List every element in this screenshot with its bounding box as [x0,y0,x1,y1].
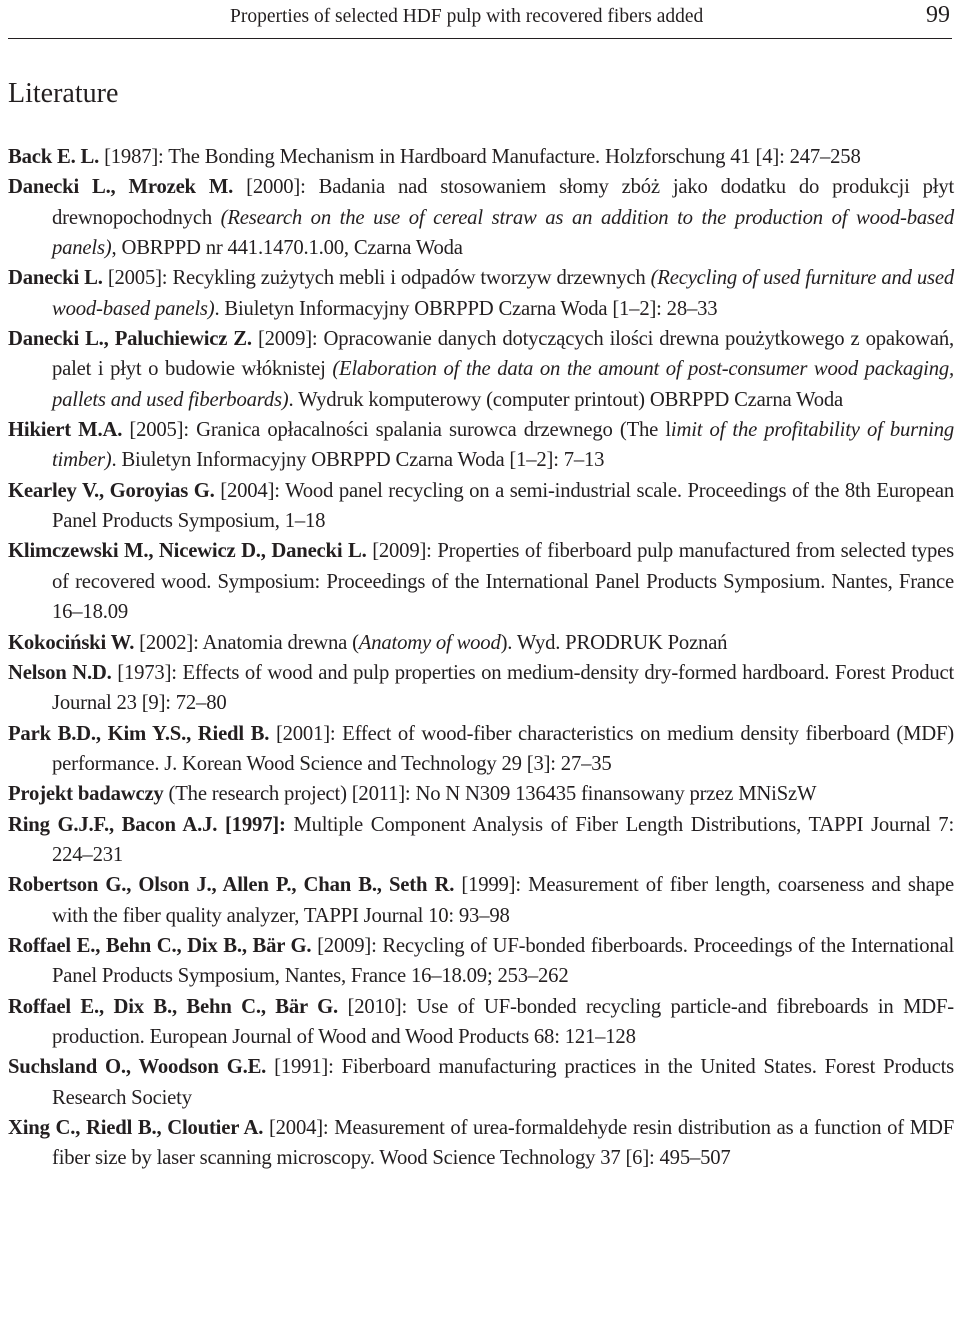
reference-text: (The research project) [2011]: No N N309 136435 finansowany przez MNiSzW [163,783,817,806]
reference-entry [8,658,954,719]
reference-text: ). Wyd. PRODRUK Poznań [500,631,728,654]
page-header [8,0,952,39]
reference-translated-title: (Recycling of used furniture and used wood-based panels) [52,267,954,320]
reference-authors: Nelson N.D. [8,661,112,684]
reference-authors: Kokociński W. [8,631,135,654]
reference-text: [2010]: Use of UF-bonded recycling particle-and fibreboards in MDF-production. European Journal of Wood and Wood Products 68: 121–128 [52,995,954,1048]
reference-entry [8,992,954,1053]
reference-entry [8,810,954,871]
page-number: 99 [926,2,950,28]
reference-translated-title: (Elaboration of the data on the amount of post-consumer wood packaging, pallets and used fiberboards) [52,358,954,411]
reference-authors: Robertson G., Olson J., Allen P., Chan B., Seth R. [8,874,455,897]
reference-text: [2009]: Opracowanie danych dotyczących ilości drewna poużytkowego z opakowań, palet i płyt o budowie włóknistej [52,328,954,381]
reference-text: . Biuletyn Informacyjny OBRPPD Czarna Woda [1–2]: 7–13 [111,449,605,472]
reference-text: [2002]: Anatomia drewna ( [134,631,359,654]
reference-authors: Danecki L., Mrozek M. [8,176,234,199]
reference-entry [8,476,954,537]
reference-text: [2001]: Effect of wood-fiber characteristics on medium density fiberboard (MDF) performance. J. Korean Wood Science and Technology 29 [3]: 27–35 [52,722,954,775]
reference-text: [1987]: The Bonding Mechanism in Hardboard Manufacture. Holzforschung 41 [4]: 247–258 [99,146,861,168]
reference-text: . Wydruk komputerowy (computer printout) OBRPPD Czarna Woda [288,388,843,411]
reference-entry [8,1113,954,1174]
reference-entry [8,415,954,476]
reference-text: [1973]: Effects of wood and pulp properties on medium-density dry-formed hardboard. Forest Product Journal 23 [9]: 72–80 [52,661,955,715]
reference-text: , OBRPPD nr 441.1470.1.00, Czarna Woda [111,237,463,260]
reference-authors: Ring G.J.F., Bacon A.J. [1997]: [8,813,286,836]
reference-authors: Klimczewski M., Nicewicz D., Danecki L. [8,540,367,563]
section-title: Literature [8,78,119,109]
reference-list [8,142,954,1174]
reference-authors: Kearley V., Goroyias G. [8,479,215,502]
reference-authors: Roffael E., Behn C., Dix B., Bär G. [8,934,312,957]
reference-authors: Park B.D., Kim Y.S., Riedl B. [8,722,270,745]
reference-entry [8,142,954,172]
reference-entry [8,870,954,931]
reference-authors: Suchsland O., Woodson G.E. [8,1056,267,1079]
reference-text: [2000]: Badania nad stosowaniem słomy zbóż jako dodatku do produkcji płyt drewnopochodnych [52,176,955,229]
reference-authors: Xing C., Riedl B., Cloutier A. [8,1117,264,1139]
reference-entry [8,324,954,415]
reference-text: [2009]: Recycling of UF-bonded fiberboards. Proceedings of the International Panel Products Symposium, Nantes, France 16–18.09; 253–262 [52,934,955,988]
reference-text: [2004]: Wood panel recycling on a semi-industrial scale. Proceedings of the 8th European Panel Products Symposium, 1–18 [52,479,954,533]
reference-entry [8,263,954,324]
reference-authors: Roffael E., Dix B., Behn C., Bär G. [8,995,339,1018]
reference-text: [2005]: Recykling zużytych mebli i odpadów tworzyw drzewnych [102,267,651,290]
reference-entry [8,628,954,658]
running-title: Properties of selected HDF pulp with recovered fibers added [230,6,704,27]
reference-text: Multiple Component Analysis of Fiber Length Distributions, TAPPI Journal 7: 224–231 [52,813,954,866]
reference-authors: Projekt badawczy [8,783,164,806]
reference-translated-title: Anatomy of wood [358,631,501,654]
reference-text: [2004]: Measurement of urea-formaldehyde resin distribution as a function of MDF fiber size by laser scanning microscopy. Wood Science Technology 37 [6]: 495–507 [52,1117,954,1170]
reference-entry [8,1052,954,1113]
reference-authors: Danecki L., Paluchiewicz Z. [8,328,252,351]
reference-text: [1999]: Measurement of fiber length, coarseness and shape with the fiber quality analyzer, TAPPI Journal 10: 93–98 [52,874,954,927]
reference-authors: Hikiert M.A. [8,419,123,442]
reference-text: [2009]: Properties of fiberboard pulp manufactured from selected types of recovered wood. Symposium: Proceedings of the International Panel Products Symposium. Nantes, France 16–18.09 [52,540,954,624]
reference-authors: Back E. L. [8,146,100,168]
reference-entry [8,172,954,263]
reference-entry [8,779,954,809]
reference-entry [8,536,954,627]
reference-authors: Danecki L. [8,267,103,290]
reference-entry [8,931,954,992]
reference-translated-title: (Research on the use of cereal straw as an addition to the production of wood-based panels) [52,206,954,260]
reference-text: [1991]: Fiberboard manufacturing practices in the United States. Forest Products Research Society [52,1056,954,1109]
reference-entry [8,719,954,780]
reference-translated-title: imit of the profitability of burning timber) [52,419,954,472]
reference-text: [2005]: Granica opłacalności spalania surowca drzewnego (The l [122,419,671,442]
reference-text: . Biuletyn Informacyjny OBRPPD Czarna Woda [1–2]: 28–33 [214,297,718,320]
